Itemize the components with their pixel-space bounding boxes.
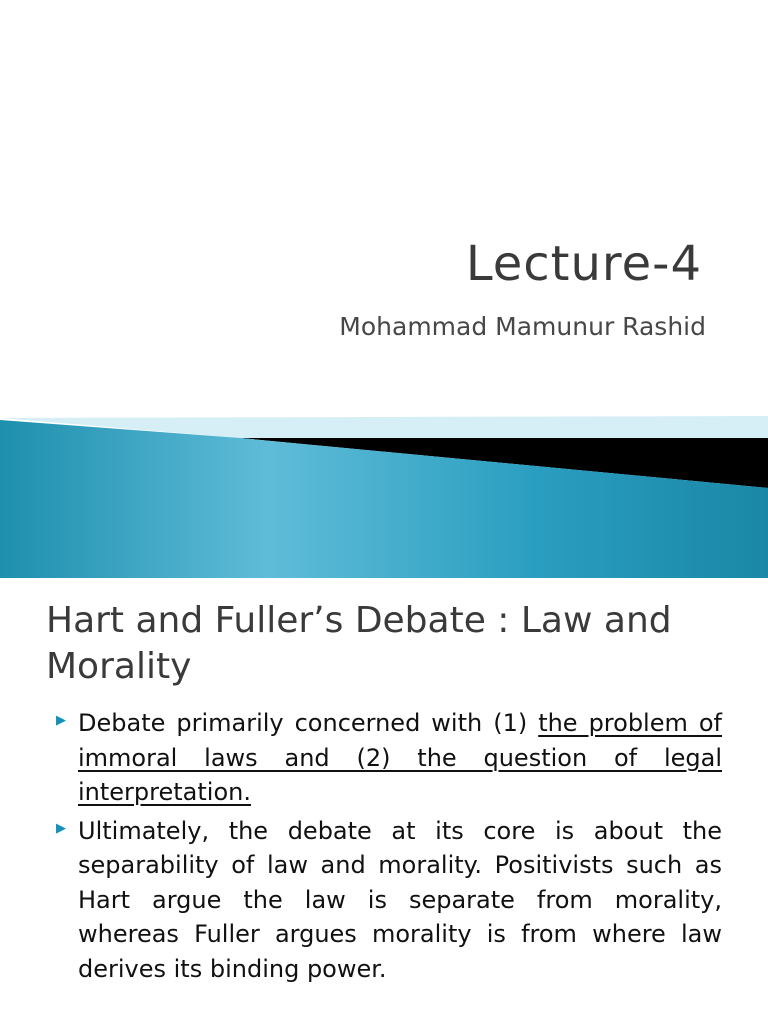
bullet-text: Debate primarily concerned with (1): [78, 709, 539, 737]
bullet-item: [54, 706, 722, 810]
decorative-banner: [0, 412, 768, 578]
triangle-right-icon: ▶: [56, 713, 66, 728]
slide-heading: Hart and Fuller’s Debate : Law and Morality: [46, 600, 672, 687]
content-slide: [0, 578, 768, 1024]
bullet-item: [54, 814, 722, 987]
slide-subtitle: Mohammad Mamunur Rashid: [339, 312, 706, 341]
bullet-text-underlined: the problem of immoral laws and (2) the question of legal interpretation.: [78, 709, 722, 806]
bullet-list: [54, 706, 722, 990]
bullet-text: Ultimately, the debate at its core is about the separability of law and morality. Positivists such as Hart argue the law is separate from morality, whereas Fuller argues morality is from where law derives its binding power.: [78, 816, 722, 983]
triangle-right-icon: ▶: [56, 820, 66, 836]
slide-title: Lecture-4: [465, 236, 702, 292]
